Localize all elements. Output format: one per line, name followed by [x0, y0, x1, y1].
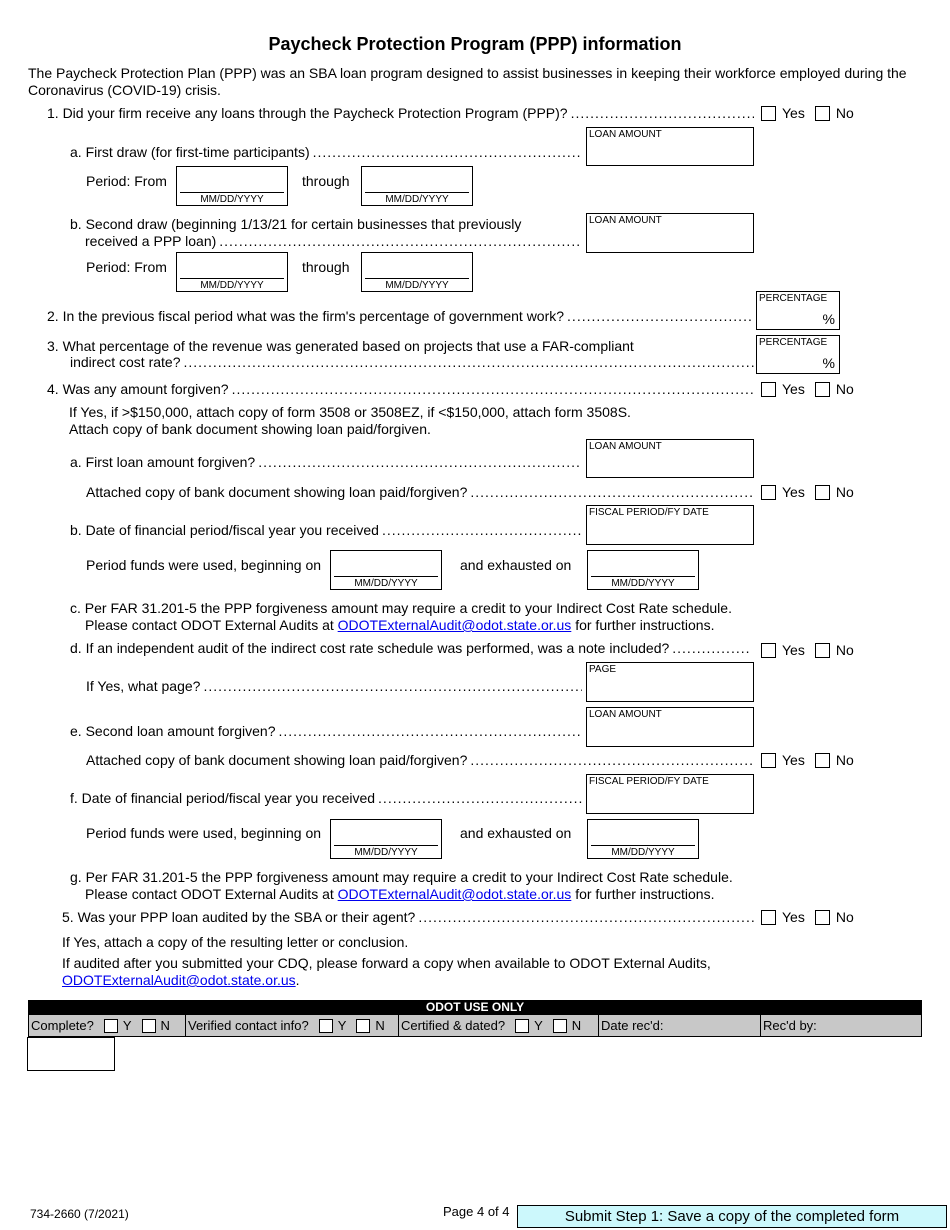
q4b-beginning-label: Period funds were used, beginning on [86, 557, 322, 573]
q4d-yes-no: Yes No [761, 642, 854, 658]
q1a-through-label: through [302, 173, 350, 189]
odot-verified-y-checkbox[interactable] [319, 1019, 333, 1033]
q5-note-3: ODOTExternalAudit@odot.state.or.us. [62, 972, 300, 988]
q1-no-checkbox[interactable] [815, 106, 830, 121]
q4f-beginning-date-field[interactable]: MM/DD/YYYY [330, 819, 442, 859]
q4e-attached-yes-checkbox[interactable] [761, 753, 776, 768]
q1a-from-date-field[interactable]: MM/DD/YYYY [176, 166, 288, 206]
q1b-period-from-label: Period: From [86, 259, 167, 275]
q4-note-2: Attach copy of bank document showing loan paid/forgiven. [69, 421, 431, 437]
q4-no-checkbox[interactable] [815, 382, 830, 397]
q4c-email-link[interactable]: ODOTExternalAudit@odot.state.or.us [337, 617, 572, 633]
q1a-period-from-label: Period: From [86, 173, 167, 189]
q4b-fiscal-period-field[interactable]: FISCAL PERIOD/FY DATE [586, 505, 754, 545]
odot-complete-n-checkbox[interactable] [142, 1019, 156, 1033]
q5-yes-no: Yes No [761, 909, 854, 925]
q2-percentage-field[interactable]: PERCENTAGE % [756, 291, 840, 330]
intro-line-2: Coronavirus (COVID-19) crisis. [28, 82, 221, 98]
q1b-from-date-field[interactable]: MM/DD/YYYY [176, 252, 288, 292]
q4g-text-line-2: Please contact ODOT External Audits at ODOTExternalAudit@odot.state.or.us for further instructions. [85, 886, 715, 902]
q4g-email-link[interactable]: ODOTExternalAudit@odot.state.or.us [337, 886, 572, 902]
q1a-label: a. First draw (for first-time participants) ..... [70, 144, 582, 161]
odot-use-only-row [28, 1015, 922, 1037]
q4b-beginning-date-field[interactable]: MM/DD/YYYY [330, 550, 442, 590]
q4a-attached-no-checkbox[interactable] [815, 485, 830, 500]
q1b-loan-amount-field[interactable]: LOAN AMOUNT [586, 213, 754, 253]
q4f-fiscal-period-field[interactable]: FISCAL PERIOD/FY DATE [586, 774, 754, 814]
intro-line-1: The Paycheck Protection Plan (PPP) was an SBA loan program designed to assist businesses in keeping their workforce employed during the [28, 65, 907, 81]
q4g-text-line-1: g. Per FAR 31.201-5 the PPP forgiveness amount may require a credit to your Indirect Cost Rate schedule. [70, 869, 733, 885]
q4e-attached-label: Attached copy of bank document showing loan paid/forgiven? ..... [86, 752, 754, 769]
page-title: Paycheck Protection Program (PPP) information [268, 34, 682, 54]
odot-verified: Verified contact info? Y N [188, 1018, 385, 1033]
q4a-loan-amount-field[interactable]: LOAN AMOUNT [586, 439, 754, 478]
q4f-exhausted-date-field[interactable]: MM/DD/YYYY [587, 819, 699, 859]
q1b-through-label: through [302, 259, 350, 275]
q1-yes-no: Yes No [761, 105, 854, 121]
q1-yes-checkbox[interactable] [761, 106, 776, 121]
q4c-text-line-2: Please contact ODOT External Audits at ODOTExternalAudit@odot.state.or.us for further instructions. [85, 617, 715, 633]
odot-date-recd: Date rec'd: [601, 1018, 664, 1033]
q4f-label: f. Date of financial period/fiscal year you received ..... [70, 790, 582, 807]
q5-note-1: If Yes, attach a copy of the resulting letter or conclusion. [62, 934, 409, 950]
q4b-exhausted-date-field[interactable]: MM/DD/YYYY [587, 550, 699, 590]
q4e-loan-amount-field[interactable]: LOAN AMOUNT [586, 707, 754, 747]
submit-save-button[interactable]: Submit Step 1: Save a copy of the completed form [517, 1205, 947, 1228]
odot-verified-n-checkbox[interactable] [356, 1019, 370, 1033]
q4d-page-field[interactable]: PAGE [586, 662, 754, 702]
q1b-label-line-2: received a PPP loan) ..... [85, 233, 582, 250]
q4a-label: a. First loan amount forgiven? ..... [70, 454, 582, 471]
q1a-through-date-field[interactable]: MM/DD/YYYY [361, 166, 473, 206]
q5-yes-checkbox[interactable] [761, 910, 776, 925]
odot-use-only-header: ODOT USE ONLY [28, 1000, 922, 1015]
q4a-attached-yes-checkbox[interactable] [761, 485, 776, 500]
odot-certified-y-checkbox[interactable] [515, 1019, 529, 1033]
odot-certified: Certified & dated? Y N [401, 1018, 582, 1033]
q1b-through-date-field[interactable]: MM/DD/YYYY [361, 252, 473, 292]
q5-note-2: If audited after you submitted your CDQ, please forward a copy when available to ODOT External Audits, [62, 955, 711, 971]
q5-no-checkbox[interactable] [815, 910, 830, 925]
q3-label-line-2: indirect cost rate? ..... [70, 354, 754, 371]
odot-recd-by: Rec'd by: [763, 1018, 817, 1033]
q4e-attached-no-checkbox[interactable] [815, 753, 830, 768]
q4-yes-checkbox[interactable] [761, 382, 776, 397]
odot-complete: Complete? Y N [31, 1018, 170, 1033]
q4d-page-label: If Yes, what page? ..... [86, 678, 582, 695]
q4-yes-no: Yes No [761, 381, 854, 397]
q1a-loan-amount-field[interactable]: LOAN AMOUNT [586, 127, 754, 166]
q4e-attached-yes-no: Yes No [761, 752, 854, 768]
q4e-label: e. Second loan amount forgiven? ..... [70, 723, 582, 740]
q4f-beginning-label: Period funds were used, beginning on [86, 825, 322, 841]
q1b-label-line-1: b. Second draw (beginning 1/13/21 for certain businesses that previously [70, 216, 522, 232]
q4-label: 4. Was any amount forgiven? ..... [47, 381, 754, 398]
odot-certified-n-checkbox[interactable] [553, 1019, 567, 1033]
odot-complete-y-checkbox[interactable] [104, 1019, 118, 1033]
odot-blank-field[interactable] [27, 1037, 115, 1071]
q4d-yes-checkbox[interactable] [761, 643, 776, 658]
q4-note-1: If Yes, if >$150,000, attach copy of form 3508 or 3508EZ, if <$150,000, attach form 3508S. [69, 404, 631, 420]
q4d-no-checkbox[interactable] [815, 643, 830, 658]
q1-label: 1. Did your firm receive any loans through the Paycheck Protection Program (PPP)? ..... [47, 105, 754, 122]
q4b-exhausted-label: and exhausted on [460, 557, 572, 573]
q3-percentage-field[interactable]: PERCENTAGE % [756, 335, 840, 374]
q5-email-link[interactable]: ODOTExternalAudit@odot.state.or.us [62, 972, 296, 988]
q4a-attached-yes-no: Yes No [761, 484, 854, 500]
page-number: Page 4 of 4 [443, 1204, 510, 1219]
q4f-exhausted-label: and exhausted on [460, 825, 572, 841]
q5-label: 5. Was your PPP loan audited by the SBA or their agent? ..... [62, 909, 754, 926]
q3-label-line-1: 3. What percentage of the revenue was generated based on projects that use a FAR-compliant [47, 338, 634, 354]
q4a-attached-label: Attached copy of bank document showing loan paid/forgiven? ..... [86, 484, 754, 501]
q2-label: 2. In the previous fiscal period what was the firm's percentage of government work? ..... [47, 308, 754, 325]
q4b-label: b. Date of financial period/fiscal year you received ..... [70, 522, 582, 539]
q4d-label: d. If an independent audit of the indirect cost rate schedule was performed, was a note included? ..... [70, 640, 750, 657]
form-number: 734-2660 (7/2021) [30, 1207, 129, 1221]
q4c-text-line-1: c. Per FAR 31.201-5 the PPP forgiveness amount may require a credit to your Indirect Cost Rate schedule. [70, 600, 732, 616]
